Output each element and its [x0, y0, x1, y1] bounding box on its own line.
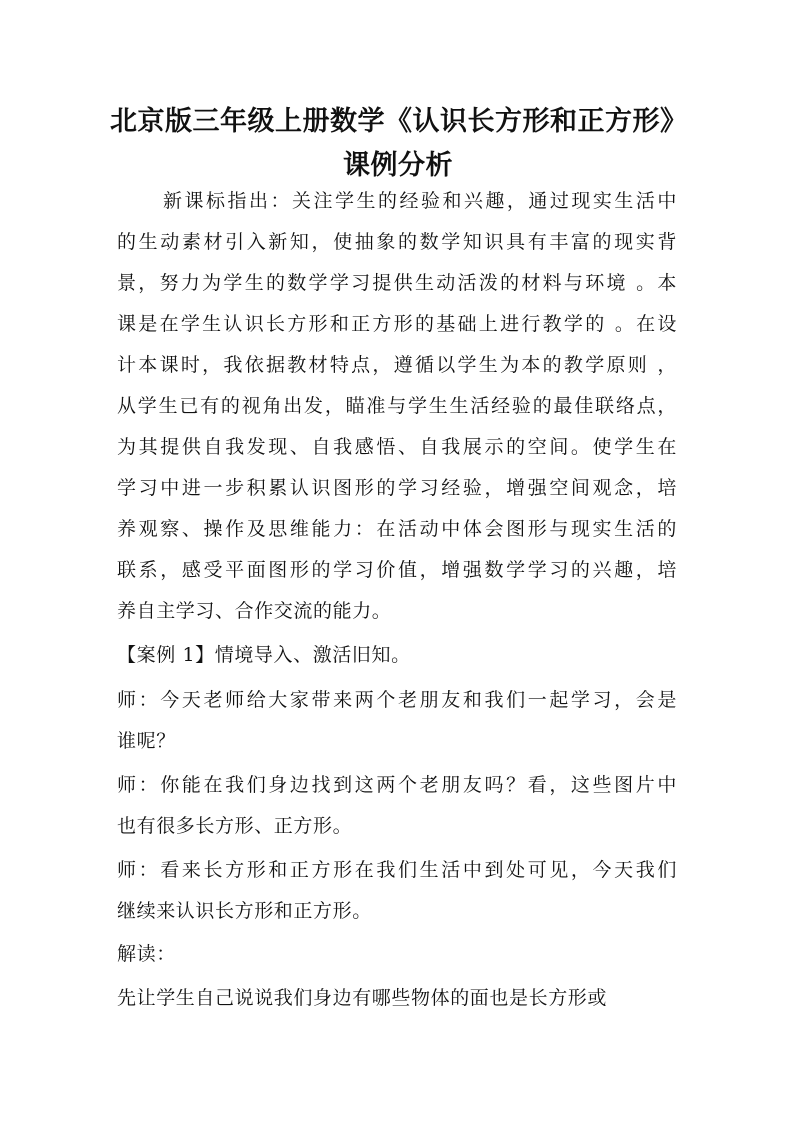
paragraph-line: 联系，感受平面图形的学习价值，增强数学学习的兴趣，培 [117, 559, 677, 581]
case-heading: 【案例 1】情境导入、激活旧知。 [117, 644, 411, 666]
document-title-line-1: 北京版三年级上册数学《认识长方形和正方形》 [110, 106, 688, 137]
paragraph-line: 先让学生自己说说我们身边有哪些物体的面也是长方形或 [117, 987, 608, 1009]
paragraph-line: 课是在学生认识长方形和正方形的基础上进行教学的 。在设 [117, 313, 677, 335]
paragraph-line: 学习中进一步积累认识图形的学习经验，增强空间观念，培 [117, 477, 677, 499]
paragraph-line: 养自主学习、合作交流的能力。 [117, 600, 392, 622]
paragraph-line: 景，努力为学生的数学学习提供生动活泼的材料与环境 。本 [117, 272, 677, 294]
paragraph-line: 从学生已有的视角出发，瞄准与学生生活经验的最佳联络点， [117, 395, 677, 417]
dialogue-line: 师：今天老师给大家带来两个老朋友和我们一起学习，会是 [117, 689, 677, 711]
paragraph-line: 为其提供自我发现、自我感悟、自我展示的空间。使学生在 [117, 436, 677, 458]
interpretation-heading: 解读： [117, 943, 176, 965]
dialogue-line: 师：你能在我们身边找到这两个老朋友吗？看，这些图片中 [117, 774, 677, 796]
dialogue-line: 谁呢？ [117, 730, 176, 752]
paragraph-line: 新课标指出：关注学生的经验和兴趣，通过现实生活中 [163, 190, 677, 212]
paragraph-line: 计本课时，我依据教材特点，遵循以学生为本的教学原则 ， [117, 354, 677, 376]
paragraph-line: 养观察、操作及思维能力：在活动中体会图形与现实生活的 [117, 518, 677, 540]
dialogue-line: 继续来认识长方形和正方形。 [117, 900, 372, 922]
dialogue-line: 也有很多长方形、正方形。 [117, 815, 353, 837]
document-title-line-2: 课例分析 [343, 150, 453, 181]
dialogue-line: 师：看来长方形和正方形在我们生活中到处可见，今天我们 [117, 859, 677, 881]
paragraph-line: 的生动素材引入新知，使抽象的数学知识具有丰富的现实背 [117, 231, 677, 253]
